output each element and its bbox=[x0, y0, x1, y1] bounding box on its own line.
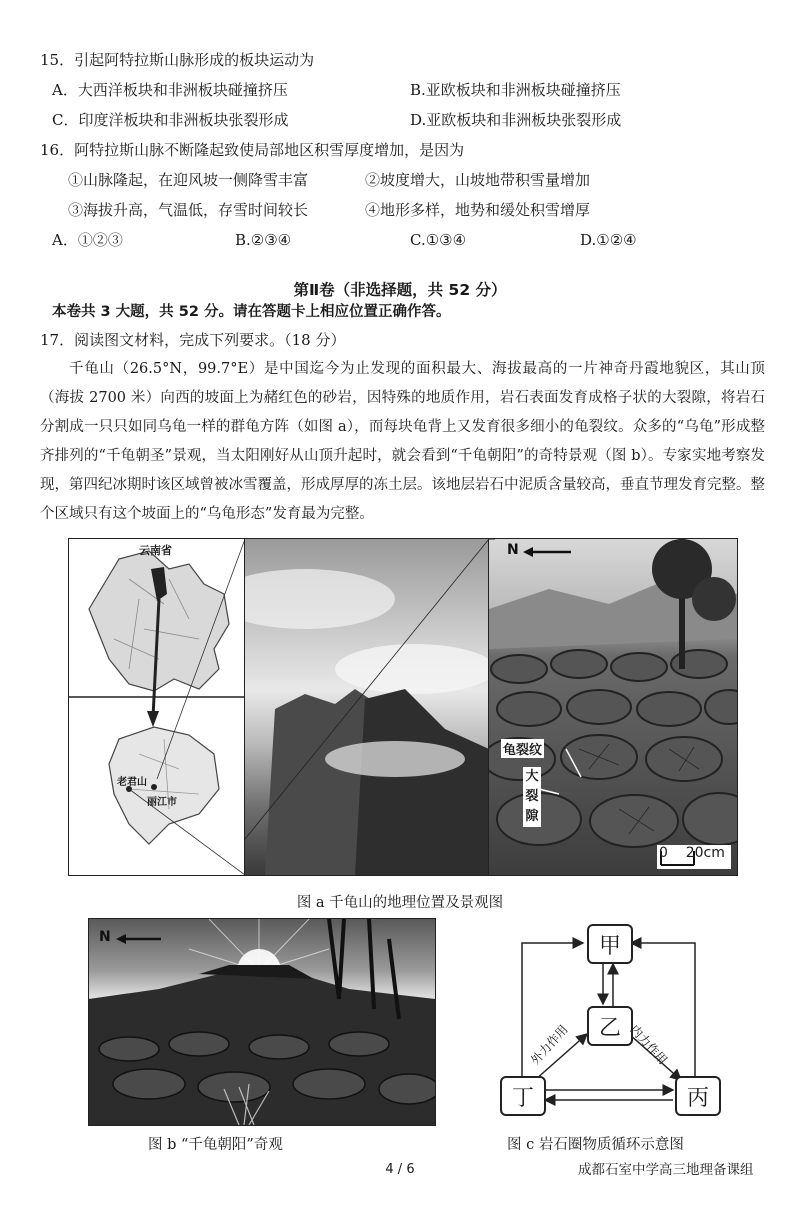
q16-statement-4: ④地形多样，地势和缓处积雪增厚 bbox=[365, 201, 591, 219]
fig-a-mountain-photo bbox=[244, 538, 490, 876]
scale-bar-label: 0 20cm bbox=[659, 845, 725, 861]
q16-option-b: B.②③④ bbox=[235, 231, 292, 249]
section-instruction: 本卷共 3 大题，共 52 分。请在答题卡上相应位置正确作答。 bbox=[52, 304, 451, 320]
q15-stem: 15．引起阿特拉斯山脉形成的板块运动为 bbox=[40, 51, 315, 69]
q16-statement-2: ②坡度增大，山坡地带积雪量增加 bbox=[365, 171, 591, 189]
section-title: 第Ⅱ卷（非选择题，共 52 分） bbox=[293, 281, 507, 299]
node-ding: 丁 bbox=[500, 1076, 546, 1116]
fig-a-map-panel bbox=[68, 538, 246, 876]
fig-b-north-label: N bbox=[99, 929, 111, 945]
fig-a-caption: 图 a 千龟山的地理位置及景观图 bbox=[296, 895, 504, 911]
q17-stem: 17．阅读图文材料，完成下列要求。（18 分） bbox=[40, 331, 346, 349]
q16-option-c: C.①③④ bbox=[410, 231, 467, 249]
q16-option-a: A．①②③ bbox=[52, 231, 123, 249]
fig-c-caption: 图 c 岩石圈物质循环示意图 bbox=[507, 1137, 684, 1153]
label-external-force: 外力作用 bbox=[528, 1022, 571, 1068]
footer-org: 成都石室中学高三地理备课组 bbox=[578, 1162, 754, 1178]
q15-option-a: A．大西洋板块和非洲板块碰撞挤压 bbox=[52, 81, 288, 99]
node-bing: 丙 bbox=[675, 1076, 721, 1116]
fig-b-caption: 图 b “千龟朝阳”奇观 bbox=[148, 1137, 283, 1153]
label-small-crack: 龟裂纹 bbox=[501, 739, 544, 758]
q15-option-b: B.亚欧板块和非洲板块碰撞挤压 bbox=[410, 81, 621, 99]
q17-passage: 千龟山（26.5°N，99.7°E）是中国迄今为止发现的面积最大、海拔最高的一片神奇丹霞地貌区，其山顶（海拔 2700 米）向西的坡面上为赭红色的砂岩，因特殊的地质作用，岩石表面发育成格子状的大裂隙，将岩石分割成一只只如同乌龟一样的群龟方阵（如图 a），而每块龟背上又发育很多细小的龟裂纹。众多的“乌龟”形成整齐排列的“千龟朝圣”景观，当太阳刚好从山顶升起时，就会看到“千龟朝阳”的奇特景观（图 b）。专家实地考察发现，第四纪冰期时该区域曾被冰雪覆盖，形成厚厚的冻土层。该地层岩石中泥质含量较高，垂直节理发育完整。整个区域只有这个坡面上的“乌龟形态”发育最为完整。 bbox=[40, 361, 765, 522]
q15-option-d: D.亚欧板块和非洲板块张裂形成 bbox=[410, 111, 622, 129]
place-laojunshan: 老君山 bbox=[117, 777, 147, 788]
fig-a-north-label: N bbox=[507, 542, 519, 558]
fig-c-rock-cycle bbox=[495, 918, 725, 1123]
q16-option-d: D.①②④ bbox=[580, 231, 637, 249]
label-internal-force: 内力作用 bbox=[627, 1022, 670, 1068]
province-label: 云南省 bbox=[139, 544, 172, 557]
place-lijiang: 丽江市 bbox=[147, 797, 177, 808]
q16-statement-3: ③海拔升高，气温低，存雪时间较长 bbox=[68, 201, 309, 219]
q16-stem: 16．阿特拉斯山脉不断隆起致使局部地区积雪厚度增加，是因为 bbox=[40, 141, 465, 159]
label-big-crack: 大裂隙 bbox=[523, 767, 541, 827]
fig-a-turtle-rock-photo bbox=[488, 538, 738, 876]
node-yi: 乙 bbox=[587, 1006, 633, 1046]
q15-option-c: C．印度洋板块和非洲板块张裂形成 bbox=[52, 111, 289, 129]
page-number: 4 / 6 bbox=[385, 1162, 415, 1177]
fig-b-sunrise-photo bbox=[88, 918, 436, 1126]
node-jia: 甲 bbox=[587, 924, 633, 964]
q16-statement-1: ①山脉隆起，在迎风坡一侧降雪丰富 bbox=[68, 171, 309, 189]
